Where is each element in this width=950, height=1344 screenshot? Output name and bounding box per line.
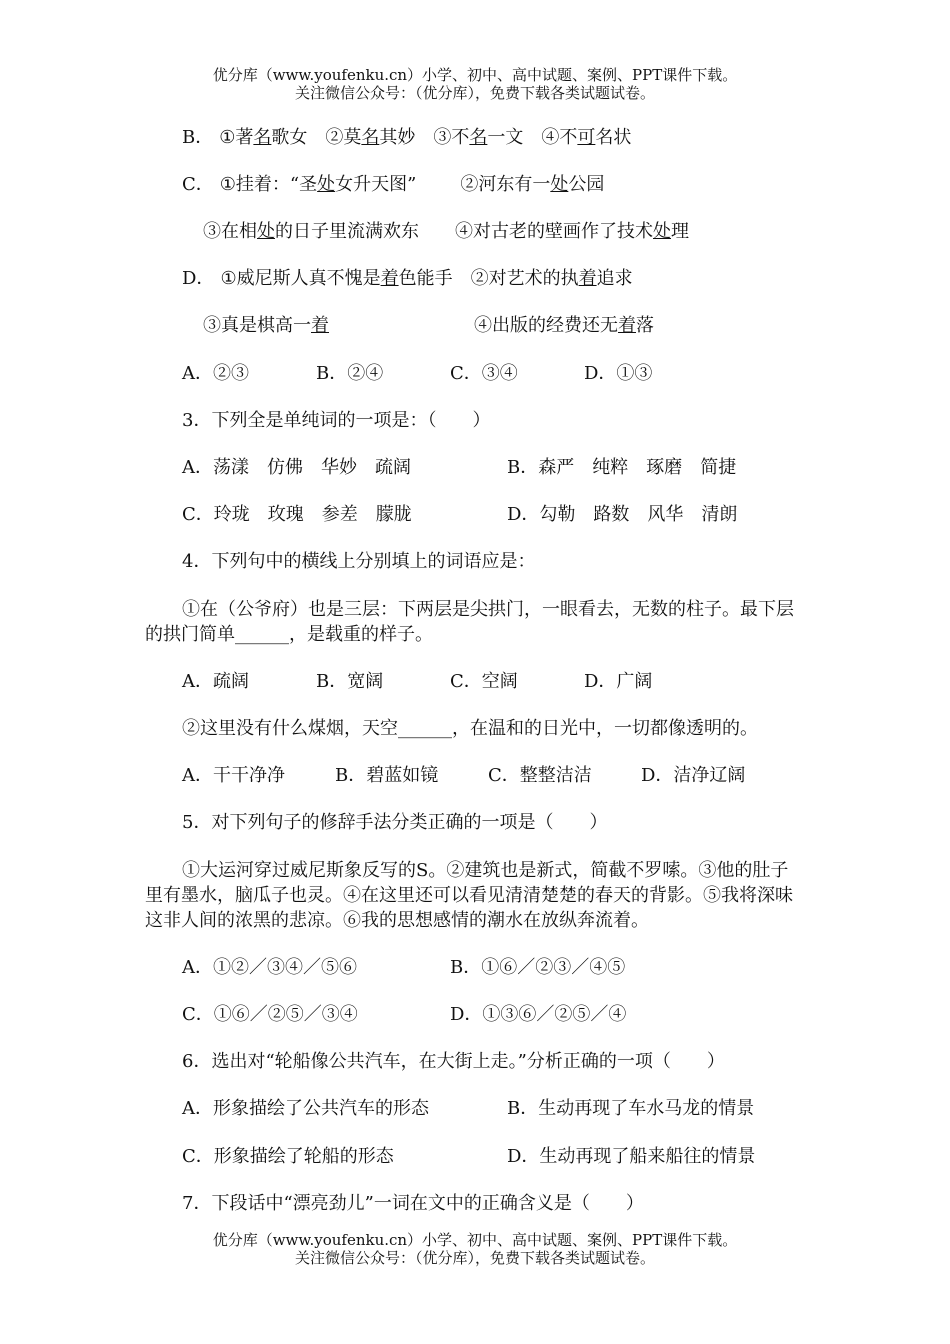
q6-option-a: A．形象描绘了公共汽车的形态 <box>182 1098 429 1119</box>
q4-s2-option-d: D．洁净辽阔 <box>641 765 746 786</box>
footer-line-2: 关注微信公众号：（优分库），免费下载各类试题试卷。 <box>294 1249 655 1267</box>
page-header <box>0 66 950 102</box>
q4-s1-option-b: B．宽阔 <box>316 671 384 692</box>
q2-answer-b: B．②④ <box>316 363 384 384</box>
page-footer <box>0 1231 950 1267</box>
q3-stem: 3．下列全是单纯词的一项是：（ ） <box>182 410 491 431</box>
q5-option-d: D．①③⑥／②⑤／④ <box>450 1004 627 1025</box>
q2-answer-c: C．③④ <box>450 363 518 384</box>
q2-answer-d: D．①③ <box>584 363 653 384</box>
q5-body: ①大运河穿过威尼斯象反写的S。②建筑也是新式，简截不罗嗦。③他的肚子里有墨水，脑瓜子也灵。④在这里还可以看见清清楚楚的春天的背影。⑤我将深味这非人间的浓黑的悲凉。⑥我的思想感情的潮水在放纵奔流着。 <box>145 860 793 931</box>
q6-stem: 6．选出对“轮船像公共汽车，在大街上走。”分析正确的一项（ ） <box>182 1051 725 1072</box>
q6-option-d: D．生动再现了船来船往的情景 <box>507 1146 756 1167</box>
q5-option-a: A．①②／③④／⑤⑥ <box>182 957 357 978</box>
q2-option-d-line2-a: ③真是棋高一着 <box>203 315 329 336</box>
q3-option-c: C．玲珑 玫瑰 参差 朦胧 <box>182 504 412 525</box>
q2-option-d-line2-b: ④出版的经费还无着落 <box>474 315 654 336</box>
q4-s1-option-c: C．空阔 <box>450 671 518 692</box>
q4-s2-option-b: B．碧蓝如镜 <box>335 765 439 786</box>
q4-sentence-2: ②这里没有什么煤烟，天空______，在温和的日光中，一切都像透明的。 <box>182 718 758 739</box>
q5-option-c: C．①⑥／②⑤／③④ <box>182 1004 358 1025</box>
header-line-2: 关注微信公众号：（优分库），免费下载各类试题试卷。 <box>294 84 655 102</box>
q6-option-b: B．生动再现了车水马龙的情景 <box>507 1098 755 1119</box>
q2-answer-a: A．②③ <box>182 363 249 384</box>
q6-option-c: C．形象描绘了轮船的形态 <box>182 1146 394 1167</box>
q3-option-b: B．森严 纯粹 琢磨 简捷 <box>507 457 737 478</box>
q2-option-c-line2: ③在相处的日子里流满欢东 ④对古老的壁画作了技术处理 <box>203 221 689 242</box>
header-line-1: 优分库（www.youfenku.cn）小学、初中、高中试题、案例、PPT课件下载。 <box>212 66 738 84</box>
q5-stem: 5．对下列句子的修辞手法分类正确的一项是（ ） <box>182 812 608 833</box>
q3-option-d: D．勾勒 路数 风华 清朗 <box>507 504 738 525</box>
footer-line-1: 优分库（www.youfenku.cn）小学、初中、高中试题、案例、PPT课件下载。 <box>212 1231 738 1249</box>
q4-s1-option-a: A．疏阔 <box>182 671 249 692</box>
q3-option-a: A．荡漾 仿佛 华妙 疏阔 <box>182 457 411 478</box>
q2-option-c-line1: C． ①挂着：“圣处女升天图” ②河东有一处公园 <box>182 174 605 195</box>
q4-s2-option-a: A．干干净净 <box>182 765 285 786</box>
q4-stem: 4．下列句中的横线上分别填上的词语应是： <box>182 551 536 572</box>
q2-option-d-line1: D． ①威尼斯人真不愧是着色能手 ②对艺术的执着追求 <box>182 268 633 289</box>
q7-stem: 7．下段话中“漂亮劲儿”一词在文中的正确含义是（ ） <box>182 1193 644 1214</box>
q4-s1-option-d: D．广阔 <box>584 671 653 692</box>
q2-option-b: B． ①著名歌女 ②莫名其妙 ③不名一文 ④不可名状 <box>182 127 632 148</box>
q4-sentence-1: ①在（公爷府）也是三层：下两层是尖拱门，一眼看去，无数的柱子。最下层的拱门简单______，是载重的样子。 <box>145 599 794 645</box>
q5-option-b: B．①⑥／②③／④⑤ <box>450 957 626 978</box>
q4-s2-option-c: C．整整洁洁 <box>488 765 592 786</box>
